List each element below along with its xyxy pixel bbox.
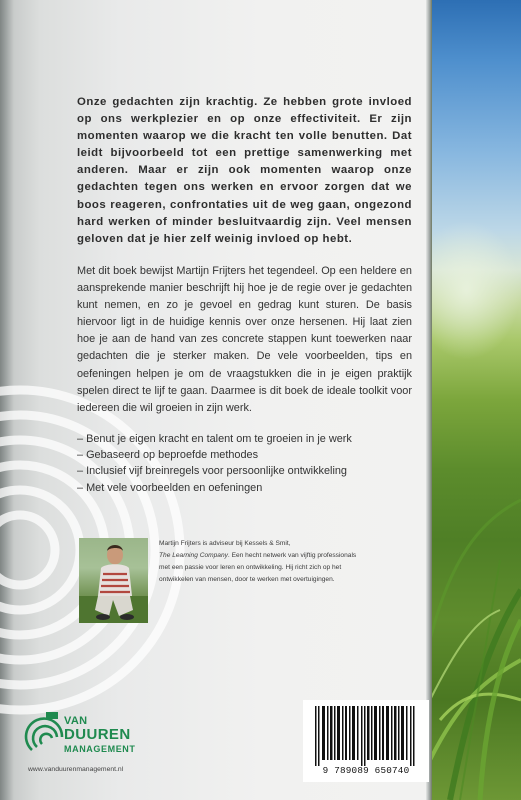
author-bio: Martijn Frijters is adviseur bij Kessels & Smit, The Learning Company. Een hecht netwerk van vijftig professionals met een passie voor leren en ontwikkeling. Hij richt zich op het ontwikkelen van mensen, door te werken met overtuigingen. (159, 540, 357, 583)
isbn-number: 9 789089 650740 (322, 765, 410, 776)
author-photo (79, 538, 148, 623)
cover-edge-shadow (426, 0, 432, 800)
list-item: – Inclusief vijf breinregels voor persoonlijke ontwikkeling (77, 465, 347, 478)
publisher-name: VAN DUUREN MANAGEMENT (64, 715, 136, 754)
description-paragraph: Met dit boek bewijst Martijn Frijters het tegendeel. Op een heldere en aansprekende manier beschrijft hij hoe je de regie over je gedachten kunt nemen, en zo je gevoel en gedrag kunt sturen. De basis hiervoor ligt in de huidige kennis over onze hersenen. Hij laat zien hoe je aan de hand van zes concrete stappen kunt toewerken naar gedachten die je sterker maken. De vele voorbeelden, tips en oefeningen helpen je om de vraagstukken die in je eigen praktijk spelen direct te lijf te gaan. Daarmee is dit boek de ideale toolkit voor iedereen die wil groeien in zijn werk. (77, 265, 412, 414)
list-item: – Met vele voorbeelden en oefeningen (77, 481, 263, 494)
grass-photo (430, 0, 521, 800)
list-item: – Gebaseerd op beproefde methodes (77, 449, 259, 462)
feature-list (77, 431, 417, 496)
publisher-url[interactable]: www.vanduurenmanagement.nl (28, 766, 124, 773)
intro-paragraph: Onze gedachten zijn krachtig. Ze hebben grote invloed op ons werkplezier en op onze effectiviteit. Er zijn momenten waarop we die kracht ten volle benutten. Dat leidt bijvoorbeeld tot een prettige samenwerking met anderen. Maar er zijn ook momenten waarop onze gedachten tegen ons werken en ervoor zorgen dat we boos reageren, confrontaties uit de weg gaan, ongezond hard werken of minder besluitvaardig zijn. Veel mensen geloven dat je hier zelf weinig invloed op hebt. (77, 96, 412, 245)
list-item: – Benut je eigen kracht en talent om te groeien in je werk (77, 433, 352, 445)
